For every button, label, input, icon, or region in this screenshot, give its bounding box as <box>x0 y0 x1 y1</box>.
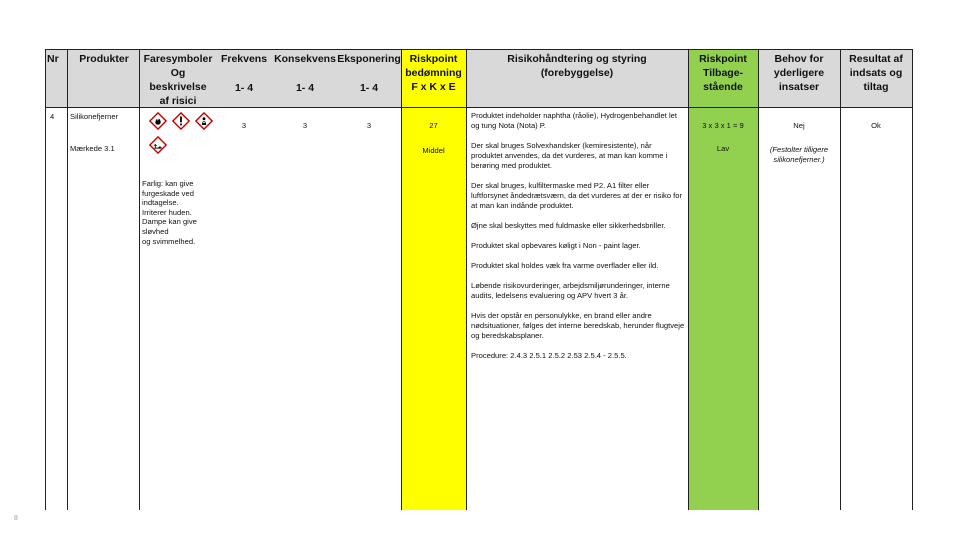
header-eksponering-scale: 1- 4 <box>359 82 379 94</box>
management-item: Der skal bruges, kulfiltermaske med P2. A1 filter eller luftforsynet åndedrætsværn, da det vurderes at der er risiko for at man kan indånde produktet. <box>471 181 683 210</box>
row-riskpoint-level: Middel <box>422 146 445 155</box>
header-frekvens: Frekvens <box>220 53 268 65</box>
management-item: Produktet skal holdes væk fra varme overflader eller ild. <box>471 261 659 270</box>
row-konsekvens: 3 <box>302 121 308 130</box>
slide-number: 8 <box>14 515 18 522</box>
row-riskpoint: 27 <box>429 121 438 130</box>
flame-pictogram-icon <box>149 112 167 130</box>
row-nr: 4 <box>50 112 55 121</box>
header-produkter: Produkter <box>79 53 129 65</box>
header-faresymboler: Faresymboler Og beskrivelse af risici <box>143 53 213 107</box>
health-hazard-pictogram-icon <box>195 112 213 130</box>
row-frekvens: 3 <box>241 121 247 130</box>
header-konsekvens-scale: 1- 4 <box>295 82 315 94</box>
header-behov: Behov for yderligere insatser <box>773 53 825 93</box>
row-maerkning: Mærkede 3.1 <box>70 144 115 153</box>
row-produkt: Silikonefjerner <box>70 112 119 121</box>
management-item: Procedure: 2.4.3 2.5.1 2.5.2 2.53 2.5.4 - 2.5.5. <box>471 351 627 360</box>
management-item: Der skal bruges Solvexhandsker (kemiresistente), når produktet anvendes, da det vurderes, at man kan komme i berøring med produktet. <box>471 141 668 170</box>
header-riskpoint: Riskpoint bedømning F x K x E <box>405 53 462 93</box>
row-behov-note: (Festolter tilligere silikonefjerner.) <box>769 145 829 164</box>
row-eksponering: 3 <box>366 121 372 130</box>
management-item: Produktet indeholder naphtha (råolie), Hydrogenbehandlet let og tung Nota (Nota) P. <box>471 111 678 130</box>
row-resultat: Ok <box>871 121 881 130</box>
risk-assessment-table <box>45 49 913 510</box>
management-item: Hvis der opstår en personulykke, en brand eller andre nødsituationer, følges det interne beredskab, herunder flugtveje og beredskabsplaner. <box>471 311 685 340</box>
exclamation-pictogram-icon <box>172 112 190 130</box>
header-konsekvens: Konsekvens <box>274 53 336 65</box>
management-item: Løbende risikovurderinger, arbejdsmiljørunderinger, interne audits, ledelsens evaluering og APV hvert 3 år. <box>471 281 670 300</box>
header-resultat: Resultat af indsats og tiltag <box>849 53 903 93</box>
risk-description: Farlig: kan give furgeskade ved indtagelse. Irriterer huden. Dampe kan give sløvhed og svimmelhed. <box>142 179 197 246</box>
management-item: Øjne skal beskyttes med fuldmaske eller sikkerhedsbriller. <box>471 221 666 230</box>
row-riskpoint-tilbage: 3 x 3 x 1 = 9 <box>702 121 744 130</box>
management-item: Produktet skal opbevares køligt i Non - paint lager. <box>471 241 641 250</box>
header-frekvens-scale: 1- 4 <box>234 82 254 94</box>
management-text <box>471 111 685 371</box>
header-risikohaandtering: Risikohåndtering og styring (forebyggelse) <box>507 53 647 79</box>
row-riskpoint-tilbage-level: Lav <box>716 144 730 153</box>
environment-pictogram-icon <box>149 136 167 154</box>
header-nr: Nr <box>47 53 59 65</box>
header-riskpoint-tilbage: Riskpoint Tilbage- stående <box>699 53 747 93</box>
header-eksponering: Eksponering <box>337 53 401 65</box>
row-behov: Nej <box>793 121 805 130</box>
